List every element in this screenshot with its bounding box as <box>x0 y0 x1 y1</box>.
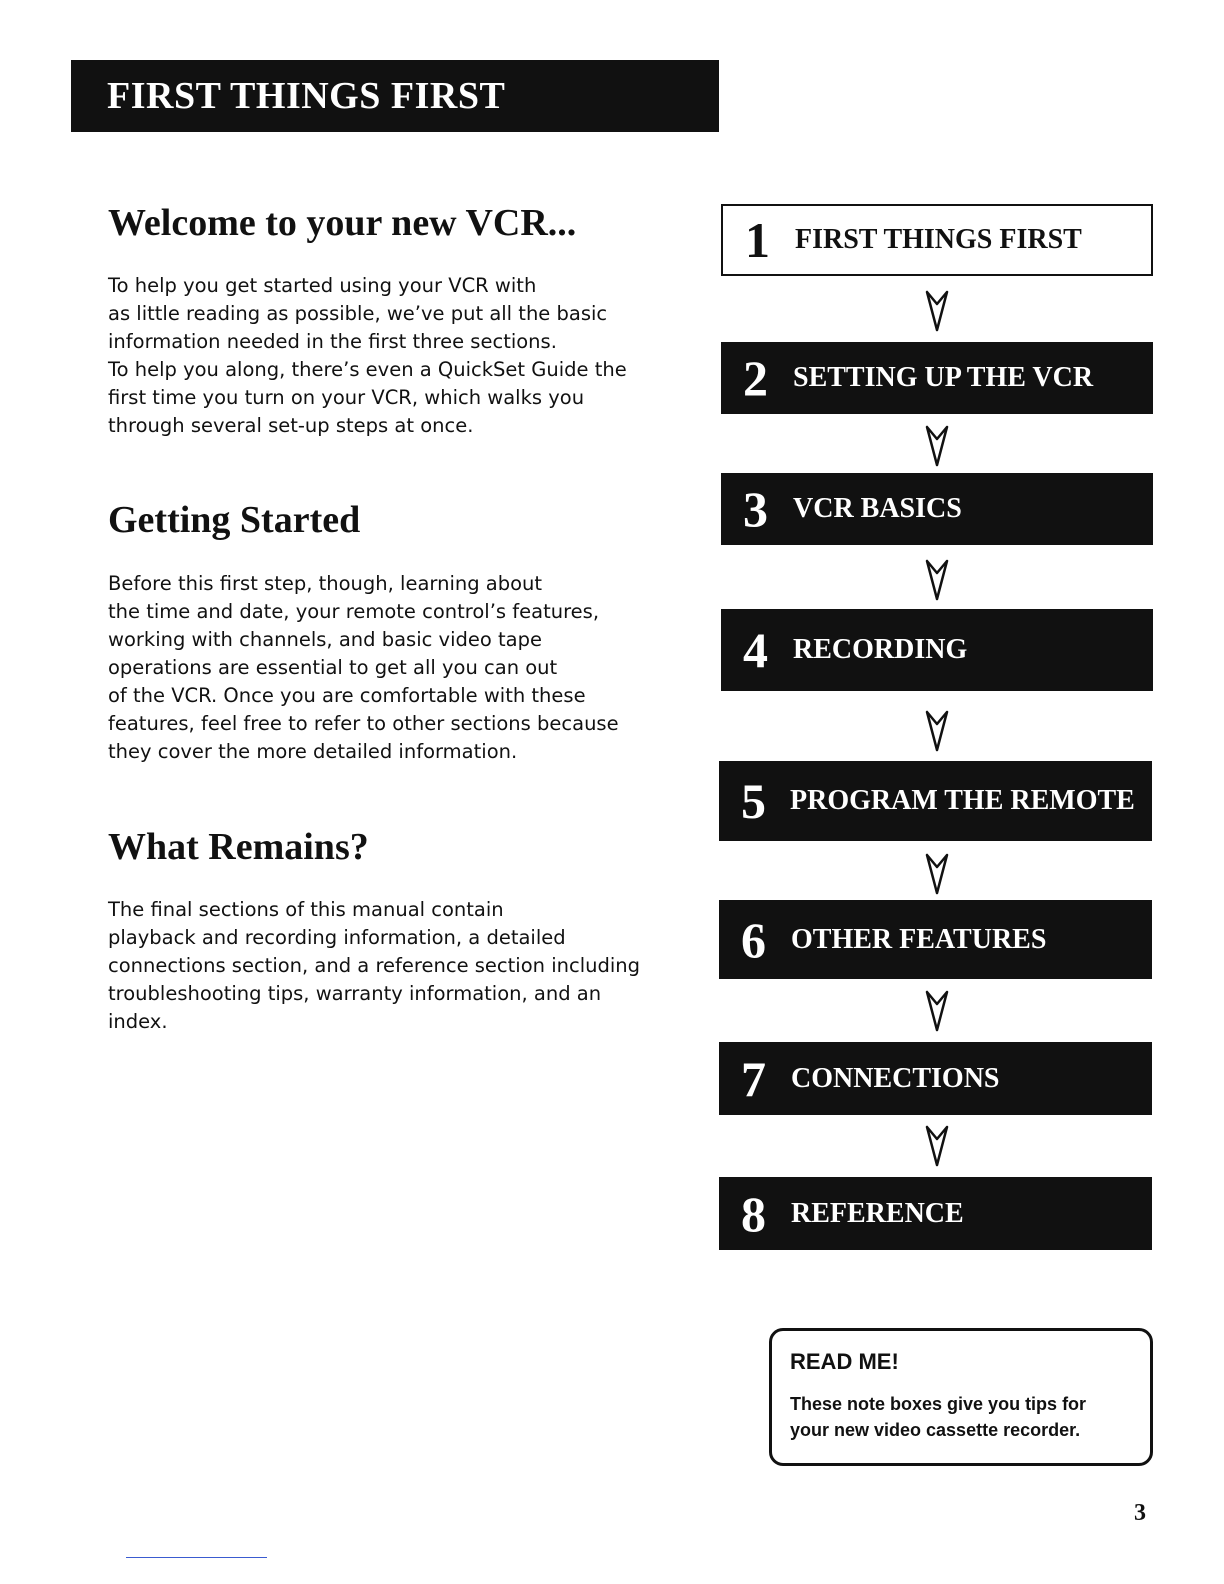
body-line: information needed in the first three sections. <box>108 330 557 353</box>
body-line: features, feel free to refer to other sections because <box>108 712 619 735</box>
welcome-heading: Welcome to your new VCR... <box>108 202 577 244</box>
step-label: REFERENCE <box>791 1197 964 1229</box>
body-line: troubleshooting tips, warranty information, and an <box>108 982 602 1005</box>
step-number: 3 <box>743 481 768 537</box>
step-3-box <box>721 473 1153 545</box>
down-arrow-icon <box>925 425 949 467</box>
step-label: OTHER FEATURES <box>791 923 1047 955</box>
what-remains-body <box>108 896 688 1036</box>
step-label: SETTING UP THE VCR <box>793 362 1094 393</box>
read-me-note-box <box>769 1328 1153 1466</box>
body-line: playback and recording information, a detailed <box>108 926 566 949</box>
body-line: through several set-up steps at once. <box>108 414 474 437</box>
getting-started-body <box>108 570 688 766</box>
welcome-body <box>108 272 688 440</box>
body-line: To help you get started using your VCR with <box>108 274 537 297</box>
down-arrow-icon <box>925 990 949 1032</box>
body-line: The final sections of this manual contain <box>108 898 504 921</box>
step-8-box <box>719 1177 1152 1250</box>
step-number: 4 <box>743 622 768 678</box>
footer-rule <box>126 1557 267 1558</box>
page-number: 3 <box>1134 1500 1146 1526</box>
body-line: working with channels, and basic video tape <box>108 628 542 651</box>
step-label: VCR BASICS <box>793 493 962 524</box>
body-line: as little reading as possible, we’ve put all the basic <box>108 302 608 325</box>
step-number: 1 <box>745 212 770 268</box>
body-line: Before this first step, though, learning about <box>108 572 543 595</box>
step-label: CONNECTIONS <box>791 1062 1000 1094</box>
note-line: These note boxes give you tips for <box>790 1394 1087 1414</box>
step-6-box <box>719 900 1152 979</box>
body-line: connections section, and a reference section including <box>108 954 641 977</box>
step-4-box <box>721 609 1153 691</box>
body-line: operations are essential to get all you can out <box>108 656 558 679</box>
down-arrow-icon <box>925 559 949 601</box>
step-2-box <box>721 342 1153 414</box>
down-arrow-icon <box>925 1125 949 1167</box>
body-line: of the VCR. Once you are comfortable with these <box>108 684 586 707</box>
note-text <box>790 1391 1140 1443</box>
step-number: 7 <box>741 1050 766 1107</box>
step-label: PROGRAM THE REMOTE <box>790 785 1135 816</box>
step-1-box <box>721 204 1153 276</box>
page-title: FIRST THINGS FIRST <box>107 75 506 117</box>
down-arrow-icon <box>925 710 949 752</box>
step-number: 8 <box>741 1185 766 1242</box>
step-5-box <box>719 761 1152 841</box>
down-arrow-icon <box>925 290 949 332</box>
body-line: they cover the more detailed information. <box>108 740 518 763</box>
step-number: 6 <box>741 911 766 968</box>
note-title: READ ME! <box>790 1349 899 1374</box>
body-line: index. <box>108 1010 168 1033</box>
step-number: 2 <box>743 350 768 406</box>
step-label: RECORDING <box>793 634 968 665</box>
body-line: the time and date, your remote control’s features, <box>108 600 600 623</box>
note-line: your new video cassette recorder. <box>790 1420 1081 1440</box>
down-arrow-icon <box>925 853 949 895</box>
header-bar <box>71 60 719 132</box>
getting-started-heading: Getting Started <box>108 499 361 541</box>
step-7-box <box>719 1042 1152 1115</box>
step-number: 5 <box>741 773 766 829</box>
body-line: first time you turn on your VCR, which walks you <box>108 386 585 409</box>
body-line: To help you along, there’s even a QuickSet Guide the <box>108 358 627 381</box>
what-remains-heading: What Remains? <box>108 826 369 868</box>
step-label: FIRST THINGS FIRST <box>795 224 1082 255</box>
